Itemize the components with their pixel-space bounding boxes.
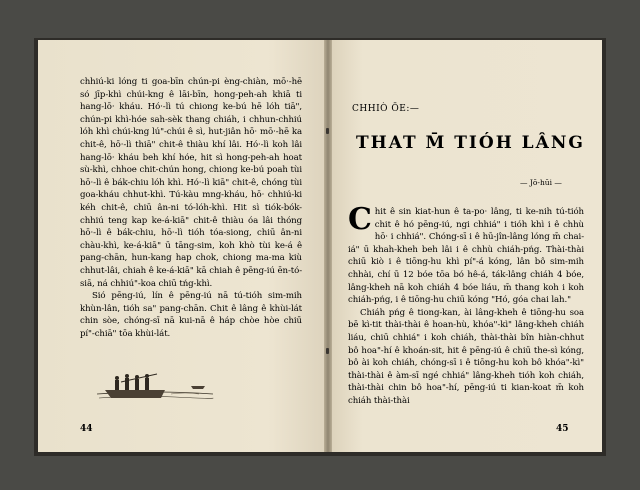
left-page-body bbox=[80, 76, 302, 340]
page-number-left: 44 bbox=[80, 424, 93, 434]
staple-bottom bbox=[326, 348, 329, 354]
right-paragraph-2: Chiáh pńg ê tiong-kan, ài lâng-kheh ê tiōng-hu soa bē kì-tit thài-thài ê hoan-hù, khóa"-kì" lâng-kheh chiáh liáu, chiū chhiá" i koh chiáh, thài-thài bîn hiàn-chhut bô hoa"-hí ê khoán-sit, hit ê pēng-iú ê chiū the-sì kóng, bô ài koh chiáh, chóng-sī i ê tiōng-hu koh bô khóa"-kì" thài-thài ê àm-sī ngé chhiá" lâng-kheh tióh koh chiáh, thài-thài chin bô hoa"-hí, pēng-iú ti kian-koat m̄ koh chiáh thài-thài bbox=[348, 307, 584, 406]
left-paragraph-2: Sió pēng-iú, lín ê pēng-iú nā tú-tióh sim-mih khùn-lân, tióh sa" pang-chān. Chit ê lâng ê khùi-lát chin sòe, chóng-sī nā kui-nā ê háp chòe hòe chiū pí"-chiā" tōa khùi-lát. bbox=[80, 291, 302, 339]
left-paragraph-1: chhiú-ki lóng ti goa-bīn chún-pi èng-chiàn, mō·-hē só jīp-khì chúi-kng ê lāi-bīn, hong-peh-ah khiā ti hang-lō· kháu. Hó·-lì tú chiong ke-bú hē lóh tiā", chún-pi khì-hóe sah-sèk thang chiáh, i chhun-chhiú lóh khì chúi-kng lú"-chúi ê sì, hut-jiân hō· mō·-hē ka chit-ê, hō·-lì thiā" chit-ê thiàu khí lâi. Hó·-lì koh lâi hang-lō· kháu beh khí hóe, hit sì hong-peh-ah hoat sù-khì, chhoe chit-chún hong, chiong ke-bú poah tùi hō·-lì ê bák-chiu lóh khì. Hó·-lì kiā" chit-ê, chóng tùi goa-kháu chhut-khì. Tú-kàu mng-kháu, hō· chhiú-ki kéh chit-ê, chiū ân-ni tó-lóh-khì. Hit sì tiók-bók-chhiú teng kap ke-á-kiā" chit-ê thiàu óa lâi thóng hō·-lì ê bák-chiu, hō·-lì tióh tóa-siong, chiū ân-ni chàu-khì, ke-á-kiā" ū tāng-sim, koh khò tùi ke-á ê pang-chān, hun-kang hap chok, chiong ma-ma kiù chhut-lâi, chiah ê ke-á-kiā" kā chiah ê pēng-iú ēn-tó-siā, ná chhiú"-koa chiū tńg-khì. bbox=[80, 77, 302, 289]
book-gutter bbox=[324, 40, 332, 452]
drop-cap: C bbox=[348, 202, 372, 237]
section-label: CHHIÒ ŌE:— bbox=[352, 104, 420, 114]
right-page-body bbox=[348, 202, 584, 408]
staple-top bbox=[326, 128, 329, 134]
author-line: — Jō-hūi — bbox=[520, 178, 562, 187]
page-number-right: 45 bbox=[556, 424, 569, 434]
right-paragraph-1 bbox=[348, 202, 584, 307]
right-paragraph-1-text: hit ê sin kiat-hun ê ta-po· lâng, ti ke-nih tú-tióh chit ê hó pēng-iú, ngi chhiá" i tióh khì i ê chhù hō· i chhiá". Chóng-sī i ê hū-jîn-lâng lóng m̄ chai-iá" ū khah-kheh beh lâi i ê chhù chiáh-pńg. Thài-thài chiū kiò i ê tiōng-hu khì pí"-á kóng, lân bô sim-mih chhài, chí ū 12 bóe tōa bó hê-á, ták-lâng chiáh 4 bóe, lâng-kheh nā koh chiáh 4 bóe liáu, m̄ thang koh i koh chiáh-pńg, i ê tiōng-hu chiū kóng "Hó, góa chai lah." bbox=[348, 207, 584, 306]
story-title: THAT M̄ TIÓH LÂNG bbox=[356, 133, 585, 153]
boat-crew-icon bbox=[95, 364, 215, 404]
